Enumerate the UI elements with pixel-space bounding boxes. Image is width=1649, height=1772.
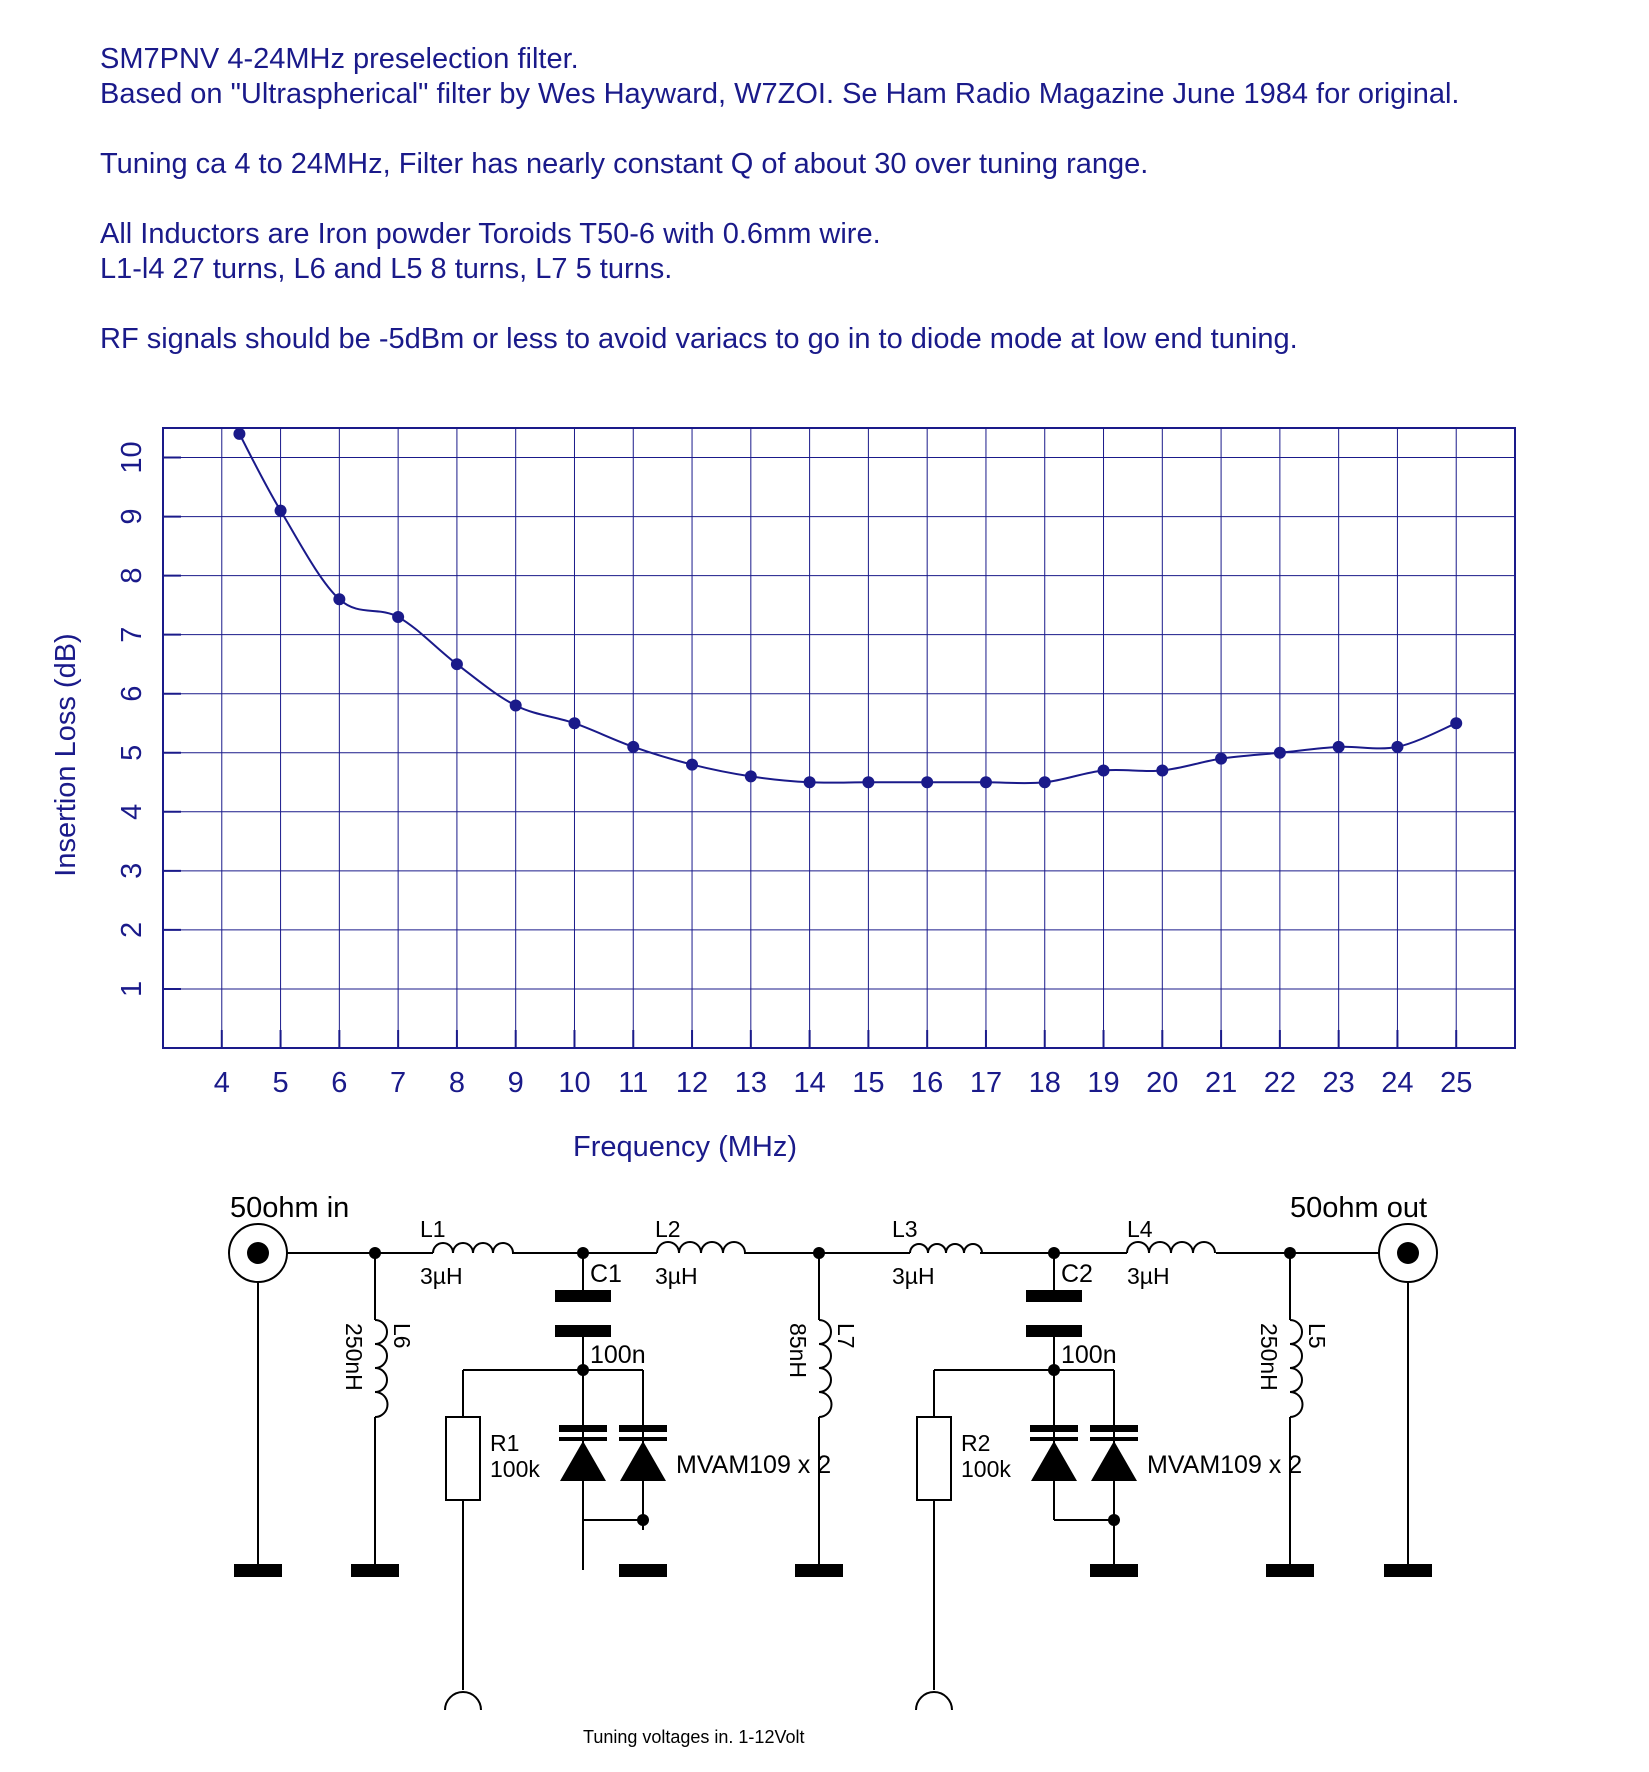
l7-value: 85nH	[785, 1323, 811, 1378]
tuning-voltage-note: Tuning voltages in. 1-12Volt	[583, 1727, 805, 1747]
l3-value: 3µH	[892, 1263, 935, 1289]
x-tick-label-17: 17	[969, 1067, 1003, 1099]
output-label: 50ohm out	[1290, 1192, 1428, 1224]
x-tick-label-25: 25	[1440, 1067, 1473, 1099]
resistor-r1	[446, 1417, 480, 1500]
x-tick-label-22: 22	[1263, 1067, 1297, 1099]
c2-value: 100n	[1061, 1341, 1117, 1369]
resistor-r2	[917, 1417, 951, 1500]
l4-name: L4	[1127, 1216, 1153, 1242]
x-tick-label-20: 20	[1146, 1067, 1179, 1099]
l1-value: 3µH	[420, 1263, 463, 1289]
l2-value: 3µH	[655, 1263, 698, 1289]
notes-reference: Based on "Ultraspherical" filter by Wes Hayward, W7ZOI. Se Ham Radio Magazine June 1984 for original.	[100, 78, 1460, 110]
x-tick-label-9: 9	[507, 1067, 524, 1099]
x-tick-label-19: 19	[1087, 1067, 1120, 1099]
input-label: 50ohm in	[230, 1192, 350, 1224]
r1-name: R1	[490, 1430, 520, 1456]
l6-name: L6	[389, 1323, 415, 1349]
y-tick-label-8: 8	[116, 567, 148, 584]
l7-name: L7	[833, 1323, 859, 1349]
y-tick-label-9: 9	[116, 508, 148, 525]
c2-name: C2	[1061, 1260, 1093, 1288]
x-tick-label-6: 6	[331, 1067, 348, 1099]
x-tick-label-18: 18	[1028, 1067, 1061, 1099]
x-tick-label-14: 14	[793, 1067, 826, 1099]
y-tick-label-7: 7	[116, 626, 148, 643]
l5-name: L5	[1304, 1323, 1330, 1349]
x-tick-label-7: 7	[390, 1067, 407, 1099]
inductor-l6	[375, 1320, 388, 1417]
notes-title: SM7PNV 4-24MHz preselection filter.	[100, 43, 579, 75]
x-tick-label-10: 10	[558, 1067, 591, 1099]
tuning-input-1	[445, 1692, 481, 1710]
y-tick-label-4: 4	[116, 803, 148, 820]
x-tick-label-12: 12	[675, 1067, 709, 1099]
x-tick-label-13: 13	[734, 1067, 767, 1099]
inductor-l7	[819, 1320, 831, 1417]
x-tick-label-21: 21	[1204, 1067, 1238, 1099]
x-tick-label-16: 16	[911, 1067, 944, 1099]
varactor-pair-1	[559, 1425, 667, 1481]
l6-value: 250nH	[341, 1323, 367, 1391]
notes-rf-signals: RF signals should be -5dBm or less to avoid variacs to go in to diode mode at low end tuning.	[100, 323, 1298, 355]
r1-value: 100k	[490, 1456, 540, 1482]
y-axis-label: Insertion Loss (dB)	[50, 633, 82, 877]
y-tick-label-5: 5	[116, 744, 148, 761]
varactor-1-part: MVAM109 x 2	[676, 1451, 832, 1479]
x-tick-label-5: 5	[272, 1067, 289, 1099]
output-connector	[1379, 1224, 1437, 1282]
l3-name: L3	[892, 1216, 918, 1242]
y-tick-label-10: 10	[116, 441, 148, 474]
r2-name: R2	[961, 1430, 991, 1456]
l5-value: 250nH	[1256, 1323, 1282, 1391]
notes-tuning: Tuning ca 4 to 24MHz, Filter has nearly constant Q of about 30 over tuning range.	[100, 148, 1149, 180]
y-tick-label-2: 2	[116, 921, 148, 938]
x-tick-label-4: 4	[213, 1067, 230, 1099]
tuning-input-2	[916, 1692, 952, 1710]
c1-value: 100n	[590, 1341, 646, 1369]
y-tick-label-1: 1	[116, 980, 148, 998]
ground-symbols	[234, 1564, 1432, 1577]
y-tick-label-6: 6	[116, 685, 148, 702]
input-connector	[229, 1224, 287, 1282]
x-tick-label-24: 24	[1381, 1067, 1414, 1099]
r2-value: 100k	[961, 1456, 1011, 1482]
x-tick-label-8: 8	[448, 1067, 465, 1099]
inductor-l2	[657, 1242, 745, 1253]
l4-value: 3µH	[1127, 1263, 1170, 1289]
inductor-l4	[1127, 1242, 1215, 1253]
varactor-2-part: MVAM109 x 2	[1147, 1451, 1303, 1479]
varactor-pair-2	[1030, 1425, 1138, 1481]
l2-name: L2	[655, 1216, 681, 1242]
x-tick-label-11: 11	[618, 1067, 649, 1099]
notes-turns: L1-l4 27 turns, L6 and L5 8 turns, L7 5 turns.	[100, 253, 673, 285]
inductor-l5	[1290, 1320, 1303, 1417]
x-axis-label: Frequency (MHz)	[573, 1131, 797, 1163]
y-tick-label-3: 3	[116, 862, 148, 879]
l1-name: L1	[420, 1216, 446, 1242]
c1-name: C1	[590, 1260, 622, 1288]
x-tick-label-15: 15	[852, 1067, 885, 1099]
notes-inductors: All Inductors are Iron powder Toroids T50-6 with 0.6mm wire.	[100, 218, 881, 250]
x-tick-label-23: 23	[1322, 1067, 1355, 1099]
